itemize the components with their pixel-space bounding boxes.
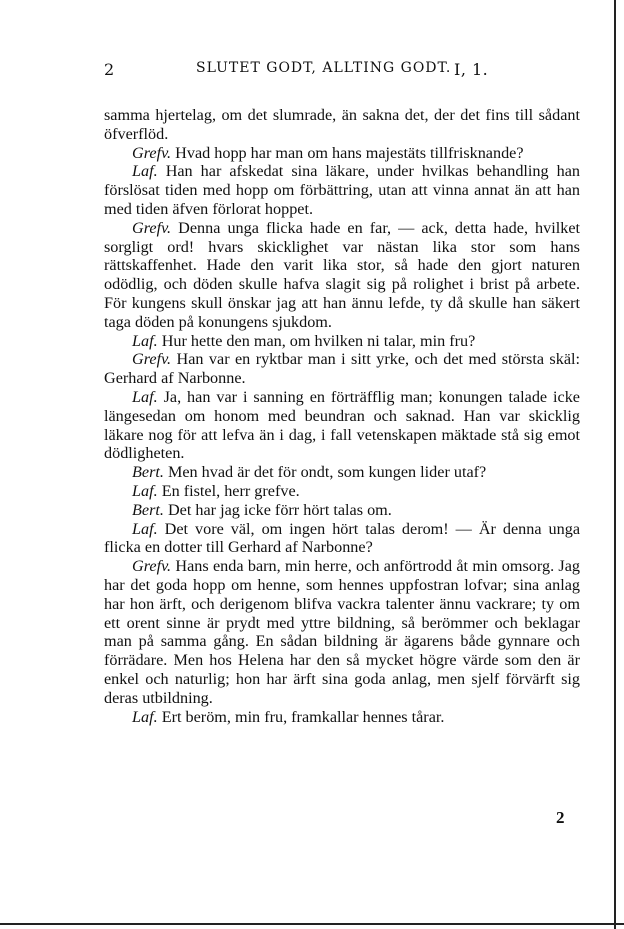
speaker-name: Laf. <box>132 162 158 181</box>
speaker-name: Laf. <box>132 519 158 538</box>
speech-text: Det vore väl, om ingen hört talas derom! — Är denna unga flicka en dotter till Gerhard af Narbonne? <box>104 519 581 557</box>
speech-text: Men hvad är det för ondt, som kungen lider utaf? <box>167 463 487 482</box>
speech-text: Ert beröm, min fru, framkallar hennes tårar. <box>161 707 445 726</box>
running-header <box>104 60 580 82</box>
speaker-name: Laf. <box>132 331 158 350</box>
page-edge-right <box>614 0 616 929</box>
speech <box>104 482 580 501</box>
speaker-name: Grefv. <box>132 218 172 237</box>
speech-text: Hvad hopp har man om hans majestäts tillfrisknande? <box>175 143 524 162</box>
paragraph-text: samma hjertelag, om det slumrade, än sakna det, der det fins till sådant öfverflöd. <box>104 106 580 143</box>
speaker-name: Laf. <box>132 707 158 726</box>
speech-text: Det har jag icke förr hört talas om. <box>167 500 392 519</box>
speaker-name: Grefv. <box>132 350 172 369</box>
speech <box>104 463 580 482</box>
speech-text: Hur hette den man, om hvilken ni talar, min fru? <box>161 331 476 350</box>
speech-text: En fistel, herr grefve. <box>161 481 300 500</box>
speaker-name: Bert. <box>132 463 164 482</box>
speaker-name: Laf. <box>132 481 158 500</box>
page-number: 2 <box>104 60 115 79</box>
speech-text: Denna unga flicka hade en far, — ack, detta hade, hvilket sorgligt ord! hvars skicklighet var nästan lika stor som hans rättskaffenhet. Hade den varit lika stor, så hade den gjort naturen odödlig, och döden skulle hafva slagit sig på rolighet i brist på arbete. För kungens skull önskar jag att han ännu lefde, ty då skulle han säkert taga döden på konungens sjukdom. <box>104 218 581 331</box>
speech <box>104 708 580 727</box>
speaker-name: Grefv. <box>132 143 172 162</box>
speech-text: Han har afskedat sina läkare, under hvilkas behandling han förslösat tiden med hopp om förbättring, utan att vinna annat än att han med tiden äfven förlorat hoppet. <box>104 162 580 218</box>
body-text <box>104 106 580 726</box>
speaker-name: Bert. <box>132 500 164 519</box>
speaker-name: Laf. <box>132 387 158 406</box>
speech <box>104 501 580 520</box>
speaker-name: Grefv. <box>132 557 172 576</box>
speech <box>104 162 580 218</box>
speech <box>104 350 580 388</box>
speech <box>104 219 580 332</box>
signature-mark: 2 <box>556 808 565 827</box>
speech <box>104 332 580 351</box>
speech <box>104 144 580 163</box>
speech-text: Ja, han var i sanning en förträfflig man; konungen talade icke längesedan om honom med beundran och saknad. Han var skicklig läkare nog för att lefva än i dag, i fall vetenskapen mäktade stå sig emot dödligheten. <box>104 387 580 463</box>
running-title: SLUTET GODT, ALLTING GODT. <box>196 60 452 76</box>
speech <box>104 557 580 707</box>
page-edge-bottom <box>0 923 624 925</box>
speech-text: Han var en ryktbar man i sitt yrke, och det med största skäl: Gerhard af Narbonne. <box>104 350 581 388</box>
speech <box>104 520 580 558</box>
speech-text: Hans enda barn, min herre, och anförtrodd åt min omsorg. Jag har det goda hopp om henne, som hennes uppfostran lofvar; sina anlag har hon ärft, och derigenom blifva vackra talenter ännu vackrare; ty om ett orent sinne är prydt med yttre bildning, så berömmer och beklagar man på samma gång. En sådan bildning är ägarens både gynnare och förrädare. Men hos Helena har den så mycket högre värde som den är enkel och naturlig; hon har ärft sina goda anlag, men sjelf förvärft sig deras utbildning. <box>104 557 580 707</box>
paragraph <box>104 106 580 144</box>
speech <box>104 388 580 463</box>
act-scene: I, 1. <box>454 60 489 79</box>
